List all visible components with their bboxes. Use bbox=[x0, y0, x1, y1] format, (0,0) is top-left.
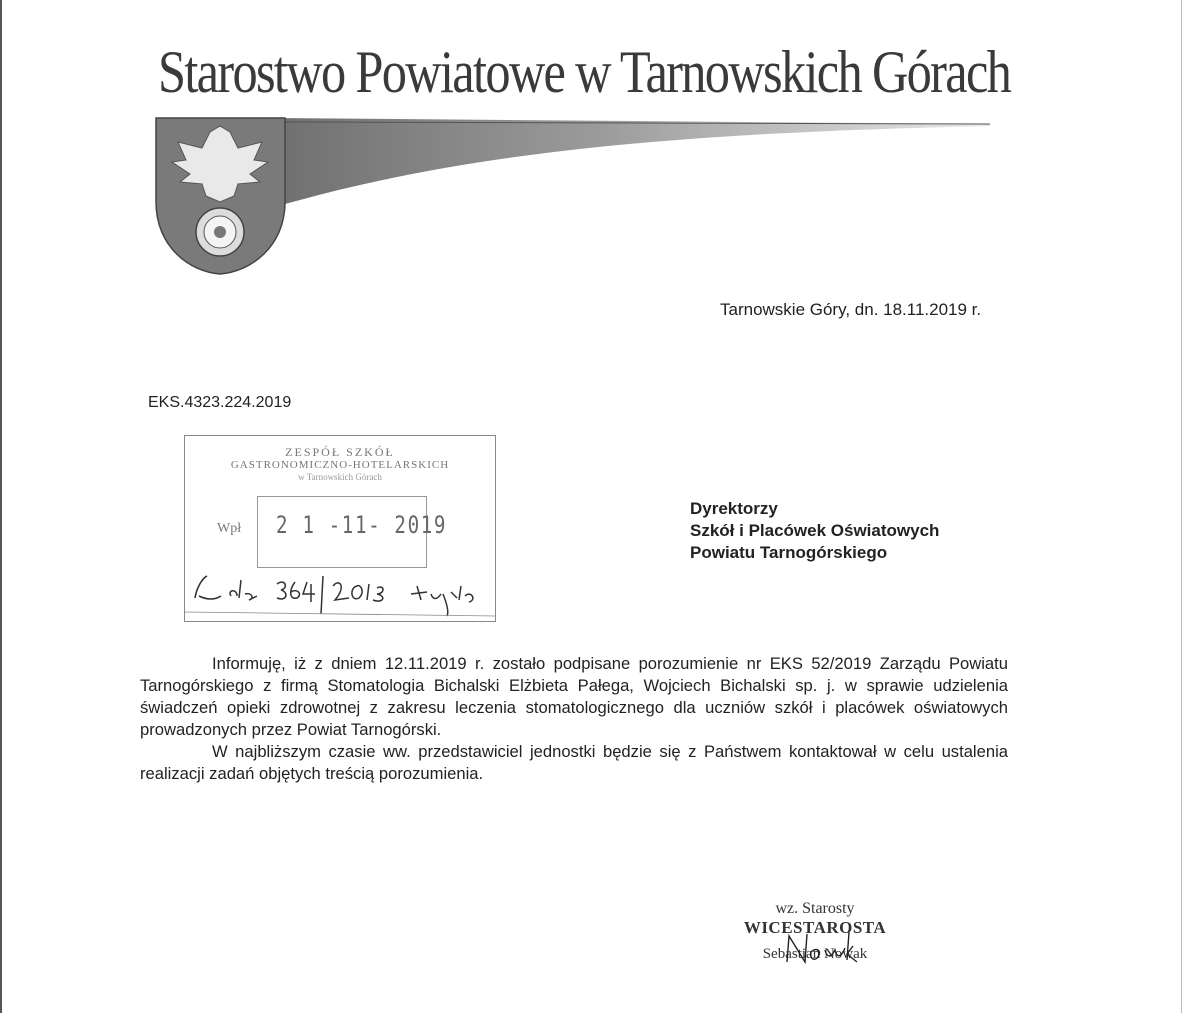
recipient-line-1: Dyrektorzy bbox=[690, 499, 778, 518]
body-paragraph-1: Informuję, iż z dniem 12.11.2019 r. zostało podpisane porozumienie nr EKS 52/2019 Zarządu Powiatu Tarnogórskiego z firmą Stomatologia Bichalski Elżbieta Pałega, Wojciech Bichalski sp. j. w sprawie udzielenia świadczeń opieki zdrowotnej z zakresu leczenia stomatologicznego dla uczniów szkół i placówek oświatowych prowadzonych przez Powiat Tarnogórski. bbox=[140, 654, 1008, 739]
signature-block bbox=[735, 900, 895, 963]
signature-title: WICESTAROSTA bbox=[743, 918, 887, 937]
body-paragraph-2: W najbliższym czasie ww. przedstawiciel jednostki będzie się z Państwem kontaktował w celu ustalenia realizacji zadań objętych treścią porozumienia. bbox=[140, 742, 1008, 783]
letterhead-swoosh bbox=[150, 112, 1010, 282]
signature-name: Sebastian Nowak bbox=[762, 946, 868, 962]
stamp-location-line: w Tarnowskich Górach bbox=[298, 472, 382, 482]
registry-stamp bbox=[184, 435, 496, 622]
page-right-edge bbox=[1181, 0, 1182, 1013]
page-left-edge bbox=[0, 0, 2, 1013]
recipient-line-2: Szkół i Placówek Oświatowych bbox=[690, 521, 940, 540]
eagle-and-rose-crest-icon bbox=[156, 118, 285, 274]
handwritten-registry-note bbox=[185, 556, 495, 621]
stamp-school-type-line: GASTRONOMICZNO-HOTELARSKICH bbox=[230, 459, 450, 471]
stamp-school-line: ZESPÓŁ SZKÓŁ bbox=[285, 445, 395, 459]
letter-date: Tarnowskie Góry, dn. 18.11.2019 r. bbox=[720, 300, 982, 319]
stamp-received-label: Wpł bbox=[217, 521, 242, 536]
stamp-received-date: 2 1 -11- 2019 bbox=[276, 511, 448, 539]
signature-role: wz. Starosty bbox=[775, 900, 855, 917]
recipient-line-3: Powiatu Tarnogórskiego bbox=[690, 543, 888, 562]
letter-body bbox=[140, 653, 1008, 785]
handwritten-signature bbox=[765, 922, 875, 974]
letterhead-title: Starostwo Powiatowe w Tarnowskich Górach bbox=[158, 39, 1011, 105]
recipient-block bbox=[690, 498, 939, 564]
letterhead-banner bbox=[150, 112, 1010, 282]
case-reference-number: EKS.4323.224.2019 bbox=[148, 394, 292, 411]
